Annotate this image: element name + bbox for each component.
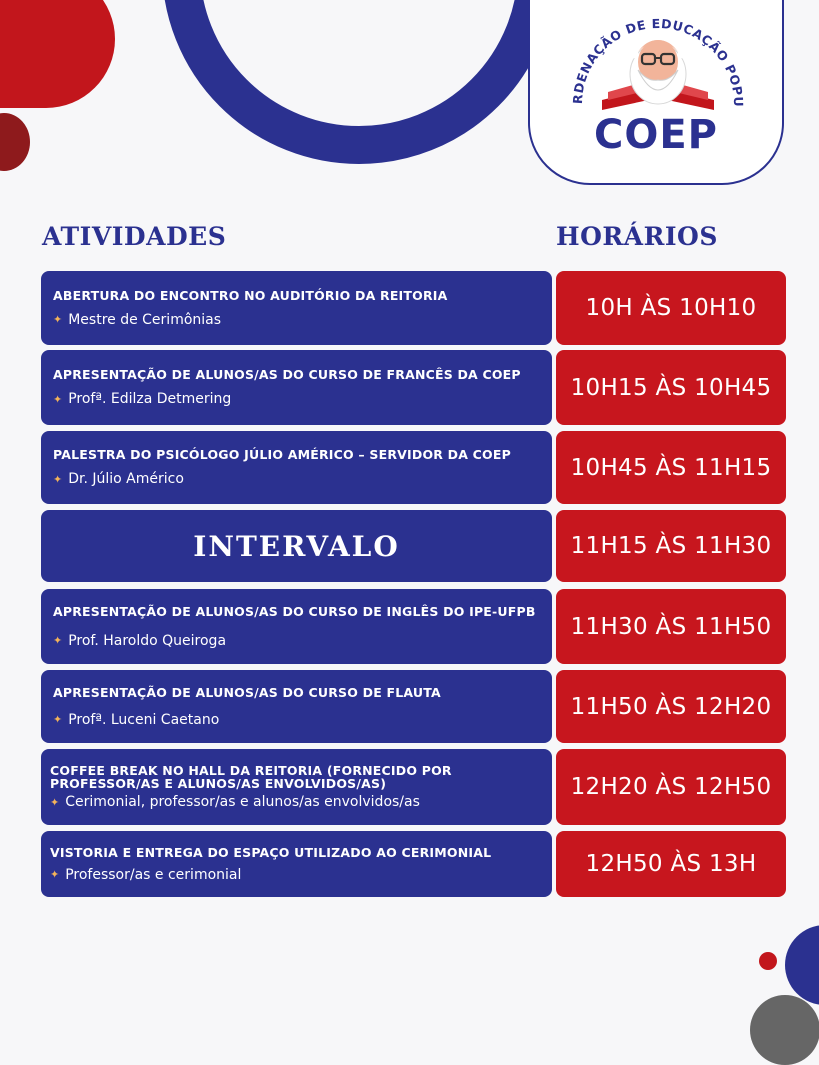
decorative-blue-circle [785,925,819,1005]
activity-responsible [50,867,543,883]
time-cell: 10H15 ÀS 10H45 [556,350,786,425]
activity-row [41,749,552,825]
time-cell: 10H ÀS 10H10 [556,271,786,345]
decorative-red-shape [0,0,115,108]
activity-person: Prof. Haroldo Queiroga [68,632,227,649]
activity-responsible [53,471,540,487]
decorative-gray-circle [750,995,819,1065]
logo-name: COEP [594,112,718,158]
activity-title: COFFEE BREAK NO HALL DA REITORIA (FORNECIDO POR PROFESSOR/AS E ALUNOS/AS ENVOLVIDOS/AS) [50,763,452,791]
activity-responsible [53,712,540,728]
activity-person: Profª. Edilza Detmering [68,391,232,407]
break-title: INTERVALO [193,529,400,563]
four-point-star-icon: ✦ [53,634,63,647]
activity-person: Professor/as e cerimonial [65,866,242,883]
activity-title: VISTORIA E ENTREGA DO ESPAÇO UTILIZADO AO CERIMONIAL [50,844,492,860]
time-cell: 12H50 ÀS 13H [556,831,786,897]
four-point-star-icon: ✦ [50,868,60,881]
activity-title: APRESENTAÇÃO DE ALUNOS/AS DO CURSO DE FLAUTA [53,684,441,700]
activity-title: APRESENTAÇÃO DE ALUNOS/AS DO CURSO DE FRANCÊS DA COEP [53,367,521,382]
four-point-star-icon: ✦ [53,713,63,726]
activity-title: PALESTRA DO PSICÓLOGO JÚLIO AMÉRICO – SERVIDOR DA COEP [53,447,511,462]
activity-person: Profª. Luceni Caetano [68,711,220,728]
time-cell: 10H45 ÀS 11H15 [556,431,786,504]
activities-header: ATIVIDADES [42,222,227,251]
activity-person: Mestre de Cerimônias [68,311,222,328]
activity-responsible [53,312,540,328]
activity-person: Cerimonial, professor/as e alunos/as envolvidos/as [65,794,420,810]
activity-row [41,350,552,425]
activity-responsible [53,391,540,407]
time-cell: 11H50 ÀS 12H20 [556,670,786,743]
activity-row [41,431,552,504]
time-cell: 11H30 ÀS 11H50 [556,589,786,664]
coep-logo [528,0,784,185]
times-header: HORÁRIOS [556,222,718,251]
activity-row [41,589,552,664]
activity-person: Dr. Júlio Américo [68,471,184,487]
four-point-star-icon: ✦ [53,313,63,326]
decorative-ring [162,0,556,164]
activity-responsible [53,633,540,649]
activity-title: ABERTURA DO ENCONTRO NO AUDITÓRIO DA REITORIA [53,287,448,303]
elderly-man-with-book-icon [602,40,714,110]
logo-emblem [530,0,786,187]
activity-responsible [50,794,543,810]
decorative-dark-red-circle [0,113,30,171]
activity-title: APRESENTAÇÃO DE ALUNOS/AS DO CURSO DE INGLÊS DO IPE-UFPB [53,603,536,619]
time-cell: 12H20 ÀS 12H50 [556,749,786,825]
logo-arc-text: RDENAÇÃO DE EDUCAÇÃO POPU [569,15,747,108]
break-row [41,510,552,582]
four-point-star-icon: ✦ [53,472,63,486]
activity-row [41,271,552,345]
time-cell: 11H15 ÀS 11H30 [556,510,786,582]
activity-row [41,831,552,897]
four-point-star-icon: ✦ [50,795,60,809]
four-point-star-icon: ✦ [53,392,63,406]
decorative-small-red-dot [759,952,777,970]
activity-row [41,670,552,743]
